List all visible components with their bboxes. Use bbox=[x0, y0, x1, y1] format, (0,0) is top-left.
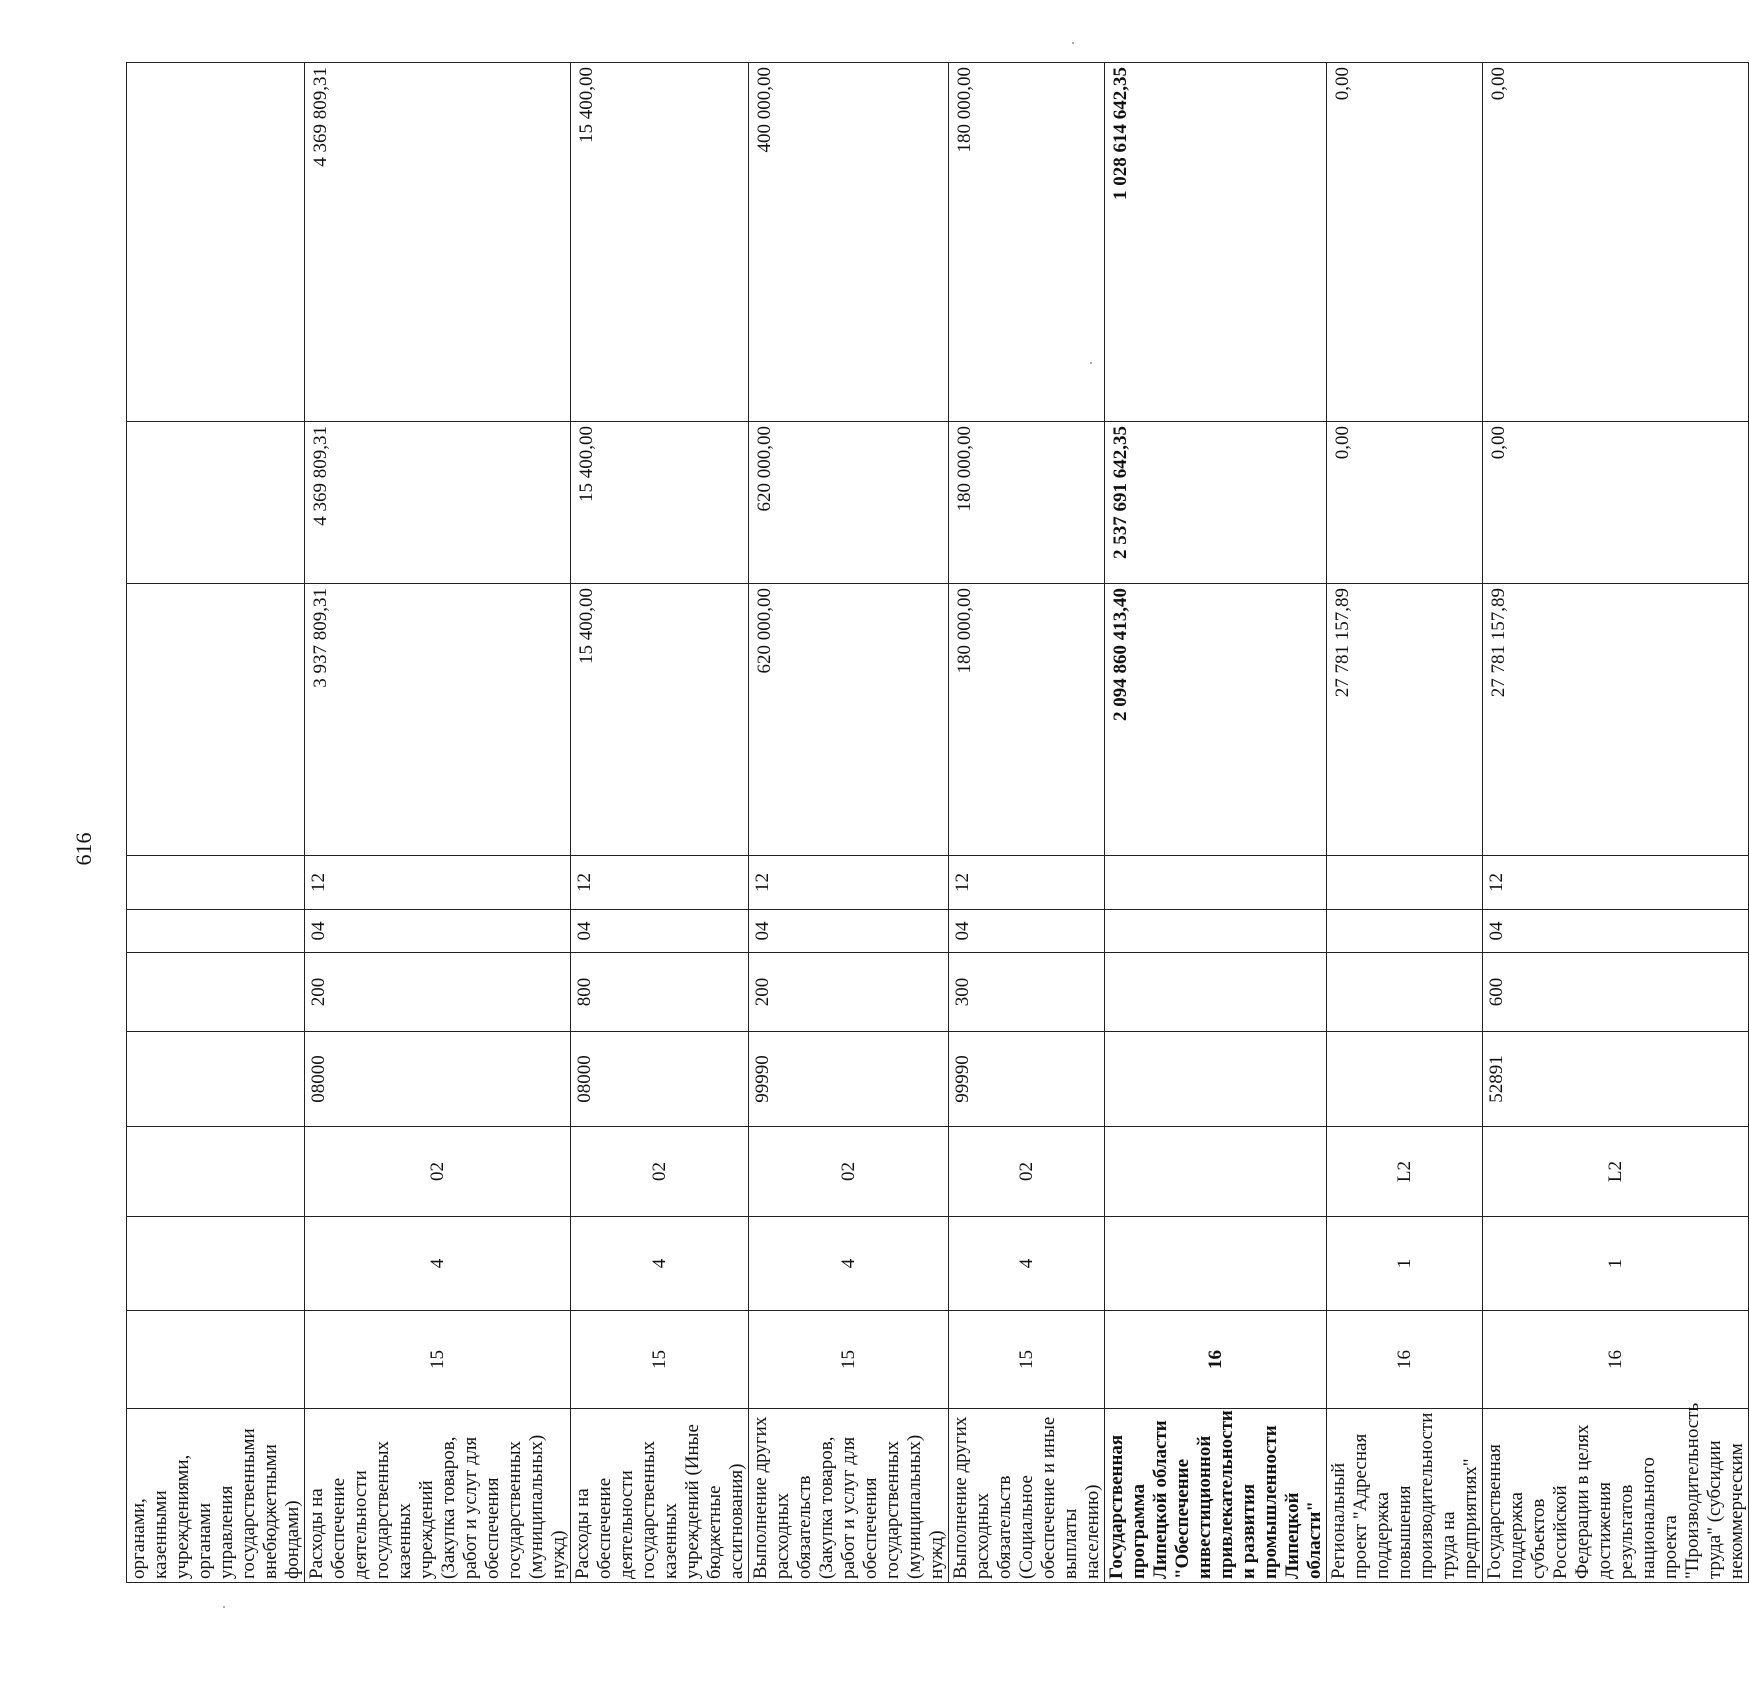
amount-cell: 0,00 bbox=[1483, 422, 1749, 584]
amount-cell: 4 369 809,31 bbox=[305, 422, 571, 584]
code-cell bbox=[1105, 1032, 1327, 1127]
code-cell bbox=[127, 1127, 305, 1217]
table-row bbox=[127, 63, 305, 1583]
page-number: 616 bbox=[71, 832, 96, 866]
code-cell bbox=[1327, 910, 1483, 953]
amount-cell bbox=[127, 422, 305, 584]
code-cell: 15 bbox=[749, 1311, 949, 1409]
code-cell bbox=[1327, 856, 1483, 910]
row-name-cell: Выполнение других расходных обязательств (Социальное обеспечение и иные выплаты населению) bbox=[949, 1409, 1105, 1583]
code-cell: 12 bbox=[571, 856, 749, 910]
amount-cell: 2 537 691 642,35 bbox=[1105, 422, 1327, 584]
code-cell: 04 bbox=[949, 910, 1105, 953]
amount-cell: 15 400,00 bbox=[571, 584, 749, 856]
code-cell: 16 bbox=[1327, 1311, 1483, 1409]
code-cell: L2 bbox=[1327, 1127, 1483, 1217]
code-cell: 200 bbox=[749, 953, 949, 1032]
amount-cell: 0,00 bbox=[1483, 63, 1749, 422]
code-cell bbox=[1105, 1217, 1327, 1311]
row-name-cell: Государственная поддержка субъектов Российской Федерации в целях достижения результатов национального проекта "Производительность труда" (субсидии некоммерческим bbox=[1483, 1409, 1749, 1583]
code-cell: 02 bbox=[749, 1127, 949, 1217]
code-cell: 16 bbox=[1105, 1311, 1327, 1409]
code-cell: 04 bbox=[305, 910, 571, 953]
code-cell: 200 bbox=[305, 953, 571, 1032]
code-cell: 04 bbox=[571, 910, 749, 953]
code-cell bbox=[127, 910, 305, 953]
code-cell: 02 bbox=[949, 1127, 1105, 1217]
code-cell: 15 bbox=[305, 1311, 571, 1409]
amount-cell: 1 028 614 642,35 bbox=[1105, 63, 1327, 422]
code-cell bbox=[1327, 953, 1483, 1032]
amount-cell: 4 369 809,31 bbox=[305, 63, 571, 422]
code-cell bbox=[1105, 1127, 1327, 1217]
code-cell: 15 bbox=[571, 1311, 749, 1409]
amount-cell: 620 000,00 bbox=[749, 584, 949, 856]
code-cell: 12 bbox=[749, 856, 949, 910]
code-cell: 52891 bbox=[1483, 1032, 1749, 1127]
amount-cell: 180 000,00 bbox=[949, 584, 1105, 856]
table-row bbox=[305, 63, 571, 1583]
table-row bbox=[1483, 63, 1749, 1583]
table-row bbox=[571, 63, 749, 1583]
code-cell: 12 bbox=[1483, 856, 1749, 910]
amount-cell: 400 000,00 bbox=[749, 63, 949, 422]
row-name-cell: Выполнение других расходных обязательств (Закупка товаров, работ и услуг для обеспечения государственных (муниципальных) нужд) bbox=[749, 1409, 949, 1583]
code-cell: 99990 bbox=[749, 1032, 949, 1127]
row-name-cell: Региональный проект "Адресная поддержка повышения производительности труда на предприятиях" bbox=[1327, 1409, 1483, 1583]
amount-cell: 180 000,00 bbox=[949, 63, 1105, 422]
code-cell: 08000 bbox=[305, 1032, 571, 1127]
table-row bbox=[749, 63, 949, 1583]
amount-cell: 3 937 809,31 bbox=[305, 584, 571, 856]
amount-cell: 27 781 157,89 bbox=[1327, 584, 1483, 856]
amount-cell: 0,00 bbox=[1327, 63, 1483, 422]
amount-cell: 15 400,00 bbox=[571, 63, 749, 422]
row-name-cell: органами, казенными учреждениями, органами управления государственными внебюджетными фондами) bbox=[127, 1409, 305, 1583]
code-cell: 600 bbox=[1483, 953, 1749, 1032]
code-cell bbox=[1105, 856, 1327, 910]
code-cell: 04 bbox=[749, 910, 949, 953]
rotated-budget-table-sheet bbox=[126, 63, 1747, 1583]
code-cell: 800 bbox=[571, 953, 749, 1032]
amount-cell: 180 000,00 bbox=[949, 422, 1105, 584]
row-name-cell: Расходы на обеспечение деятельности государственных казенных учреждений (Закупка товаров, работ и услуг для обеспечения государственных (муниципальных) нужд) bbox=[305, 1409, 571, 1583]
code-cell: 12 bbox=[949, 856, 1105, 910]
code-cell bbox=[1105, 910, 1327, 953]
amount-cell bbox=[127, 63, 305, 422]
amount-cell: 620 000,00 bbox=[749, 422, 949, 584]
row-name-cell: Государственная программа Липецкой области "Обеспечение инвестиционной привлекательности и развития промышленности Липецкой области" bbox=[1105, 1409, 1327, 1583]
code-cell: 04 bbox=[1483, 910, 1749, 953]
amount-cell: 0,00 bbox=[1327, 422, 1483, 584]
scan-speck bbox=[1072, 42, 1074, 44]
table-row bbox=[1327, 63, 1483, 1583]
code-cell: 1 bbox=[1483, 1217, 1749, 1311]
amount-cell: 2 094 860 413,40 bbox=[1105, 584, 1327, 856]
code-cell: 300 bbox=[949, 953, 1105, 1032]
table-body bbox=[127, 63, 1749, 1583]
amount-cell bbox=[127, 584, 305, 856]
code-cell: 4 bbox=[571, 1217, 749, 1311]
code-cell: 02 bbox=[571, 1127, 749, 1217]
table-row-program-total bbox=[1105, 63, 1327, 1583]
code-cell bbox=[127, 1032, 305, 1127]
code-cell: L2 bbox=[1483, 1127, 1749, 1217]
code-cell: 08000 bbox=[571, 1032, 749, 1127]
table-row bbox=[949, 63, 1105, 1583]
code-cell bbox=[127, 856, 305, 910]
code-cell bbox=[127, 1311, 305, 1409]
code-cell: 1 bbox=[1327, 1217, 1483, 1311]
code-cell: 99990 bbox=[949, 1032, 1105, 1127]
code-cell: 4 bbox=[949, 1217, 1105, 1311]
code-cell: 4 bbox=[749, 1217, 949, 1311]
code-cell: 15 bbox=[949, 1311, 1105, 1409]
budget-table bbox=[126, 62, 1749, 1583]
amount-cell: 27 781 157,89 bbox=[1483, 584, 1749, 856]
code-cell bbox=[127, 1217, 305, 1311]
code-cell bbox=[1327, 1032, 1483, 1127]
code-cell: 16 bbox=[1483, 1311, 1749, 1409]
code-cell bbox=[127, 953, 305, 1032]
amount-cell: 15 400,00 bbox=[571, 422, 749, 584]
code-cell bbox=[1105, 953, 1327, 1032]
row-name-cell: Расходы на обеспечение деятельности государственных казенных учреждений (Иные бюджетные ассигнования) bbox=[571, 1409, 749, 1583]
code-cell: 02 bbox=[305, 1127, 571, 1217]
code-cell: 4 bbox=[305, 1217, 571, 1311]
code-cell: 12 bbox=[305, 856, 571, 910]
scan-speck bbox=[223, 1606, 225, 1608]
